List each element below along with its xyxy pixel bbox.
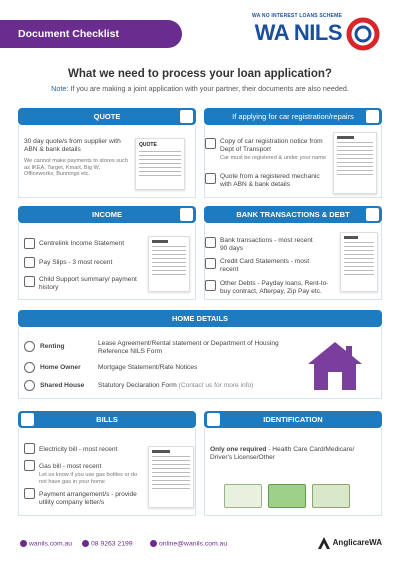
identification-section-checkbox[interactable] bbox=[206, 412, 221, 427]
footer-website[interactable]: wanils.com.au bbox=[20, 540, 72, 547]
anglicare-mark-icon bbox=[317, 536, 331, 550]
house-icon bbox=[306, 340, 364, 392]
identification-section-header bbox=[204, 411, 382, 428]
bills-gas-note: Let us know if you use gas bottles or do not have gas in your home bbox=[39, 472, 138, 485]
note-label: Note: bbox=[51, 84, 69, 93]
logo-ring-icon bbox=[344, 15, 382, 53]
identification-text bbox=[210, 446, 375, 462]
page-headline: What we need to process your loan application? bbox=[68, 68, 332, 80]
email-icon bbox=[150, 540, 157, 547]
home-renting-value: Lease Agreement/Rental statement or Department of Housing Reference NILS Form bbox=[98, 340, 279, 355]
quote-title: QUOTE bbox=[93, 112, 121, 121]
mechanic-quote-checkbox[interactable] bbox=[205, 173, 216, 184]
registration-document-thumbnail bbox=[333, 132, 377, 194]
shared-house-checkbox[interactable] bbox=[24, 380, 35, 391]
quote-section-checkbox[interactable] bbox=[179, 109, 194, 124]
car-registration-checkbox[interactable] bbox=[205, 138, 216, 149]
drivers-license-image bbox=[312, 484, 350, 508]
income-title: INCOME bbox=[92, 210, 122, 219]
bill-document-thumbnail bbox=[148, 446, 194, 508]
bank-item-other-debts: Other Debts - Payday loans, Rent-to-buy contract, Afterpay, Zip Pay etc. bbox=[220, 280, 329, 295]
car-title: If applying for car registration/repairs bbox=[232, 112, 354, 121]
note-body: If you are making a joint application with your partner, their documents are also needed. bbox=[68, 84, 349, 93]
home-shared-label: Shared House bbox=[40, 382, 85, 389]
income-section-header bbox=[18, 206, 196, 223]
quote-note: We cannot make payments to stores such as IKEA, Target, Kmart, Big W, Officeworks, Bunnings etc. bbox=[24, 158, 129, 177]
bills-item-payment: Payment arrangement/s - provide utility company letter/s bbox=[39, 491, 137, 506]
identification-title: IDENTIFICATION bbox=[263, 415, 323, 424]
home-owner-label: Home Owner bbox=[40, 364, 81, 371]
centrelink-checkbox[interactable] bbox=[24, 238, 35, 249]
bank-section-header bbox=[204, 206, 382, 223]
identification-body: - Health Care Card/Medicare/ Driver's License/Other bbox=[210, 446, 355, 461]
quote-item: 30 day quote/s from supplier with ABN & bank details bbox=[24, 138, 121, 153]
car-registration-item: Copy of car registration notice from Dept of Transport bbox=[220, 138, 323, 153]
quote-document-thumbnail bbox=[135, 138, 185, 190]
other-debts-checkbox[interactable] bbox=[205, 280, 216, 291]
home-shared-value bbox=[98, 382, 308, 390]
income-item-centrelink: Centrelink Income Statement bbox=[39, 240, 125, 247]
car-section-header bbox=[204, 108, 382, 125]
income-item-child-support: Child Support summary/ payment history bbox=[39, 276, 137, 291]
quote-section-header bbox=[18, 108, 196, 125]
income-item-payslips: Pay Slips - 3 most recent bbox=[39, 259, 113, 266]
phone-icon bbox=[82, 540, 89, 547]
income-section-checkbox[interactable] bbox=[179, 207, 194, 222]
home-section-header bbox=[18, 310, 382, 327]
bank-item-transactions: Bank transactions - most recent 90 days bbox=[220, 237, 313, 252]
mechanic-quote-item: Quote from a registered mechanic with ABN & bank details bbox=[220, 173, 320, 188]
identification-lead: Only one required bbox=[210, 446, 267, 453]
bank-title: BANK TRANSACTIONS & DEBT bbox=[236, 210, 350, 219]
home-owner-checkbox[interactable] bbox=[24, 362, 35, 373]
footer-email[interactable]: online@wanils.com.au bbox=[150, 540, 227, 547]
home-title: HOME DETAILS bbox=[171, 314, 229, 323]
globe-icon bbox=[20, 540, 27, 547]
gas-checkbox[interactable] bbox=[24, 460, 35, 471]
credit-card-checkbox[interactable] bbox=[205, 258, 216, 269]
bank-section-checkbox[interactable] bbox=[365, 207, 380, 222]
bank-item-credit-card: Credit Card Statements - most recent bbox=[220, 258, 310, 273]
home-renting-label: Renting bbox=[40, 343, 65, 350]
renting-checkbox[interactable] bbox=[24, 341, 35, 352]
logo-tagline: WA NO INTEREST LOANS SCHEME bbox=[252, 13, 342, 19]
home-shared-form: Statutory Declaration Form bbox=[98, 382, 177, 389]
payment-arrangement-checkbox[interactable] bbox=[24, 488, 35, 499]
payslips-checkbox[interactable] bbox=[24, 257, 35, 268]
footer-phone[interactable]: 08 9263 2199 bbox=[82, 540, 133, 547]
income-document-thumbnail bbox=[148, 236, 190, 292]
bills-item-gas: Gas bill - most recent bbox=[39, 463, 102, 470]
wa-nils-logo bbox=[212, 13, 382, 55]
bills-item-electricity: Electricity bill - most recent bbox=[39, 446, 118, 453]
bank-statement-thumbnail bbox=[340, 232, 378, 292]
car-section-checkbox[interactable] bbox=[365, 109, 380, 124]
home-shared-extra: (Contact us for more info) bbox=[176, 382, 254, 389]
bills-section-header bbox=[18, 411, 196, 428]
health-care-card-image bbox=[224, 484, 262, 508]
note-text bbox=[0, 84, 400, 93]
quote-doc-heading: QUOTE bbox=[139, 142, 157, 148]
anglicare-logo: AnglicareWA bbox=[317, 536, 382, 550]
bank-transactions-checkbox[interactable] bbox=[205, 237, 216, 248]
bills-section-checkbox[interactable] bbox=[20, 412, 35, 427]
electricity-checkbox[interactable] bbox=[24, 443, 35, 454]
child-support-checkbox[interactable] bbox=[24, 276, 35, 287]
car-registration-note: Car must be registered & under your name bbox=[220, 155, 327, 161]
document-title: Document Checklist bbox=[0, 20, 182, 48]
logo-wordmark: WA NILS bbox=[254, 20, 342, 45]
medicare-card-image bbox=[268, 484, 306, 508]
bills-title: BILLS bbox=[96, 415, 118, 424]
home-owner-value: Mortgage Statement/Rate Notices bbox=[98, 364, 198, 371]
